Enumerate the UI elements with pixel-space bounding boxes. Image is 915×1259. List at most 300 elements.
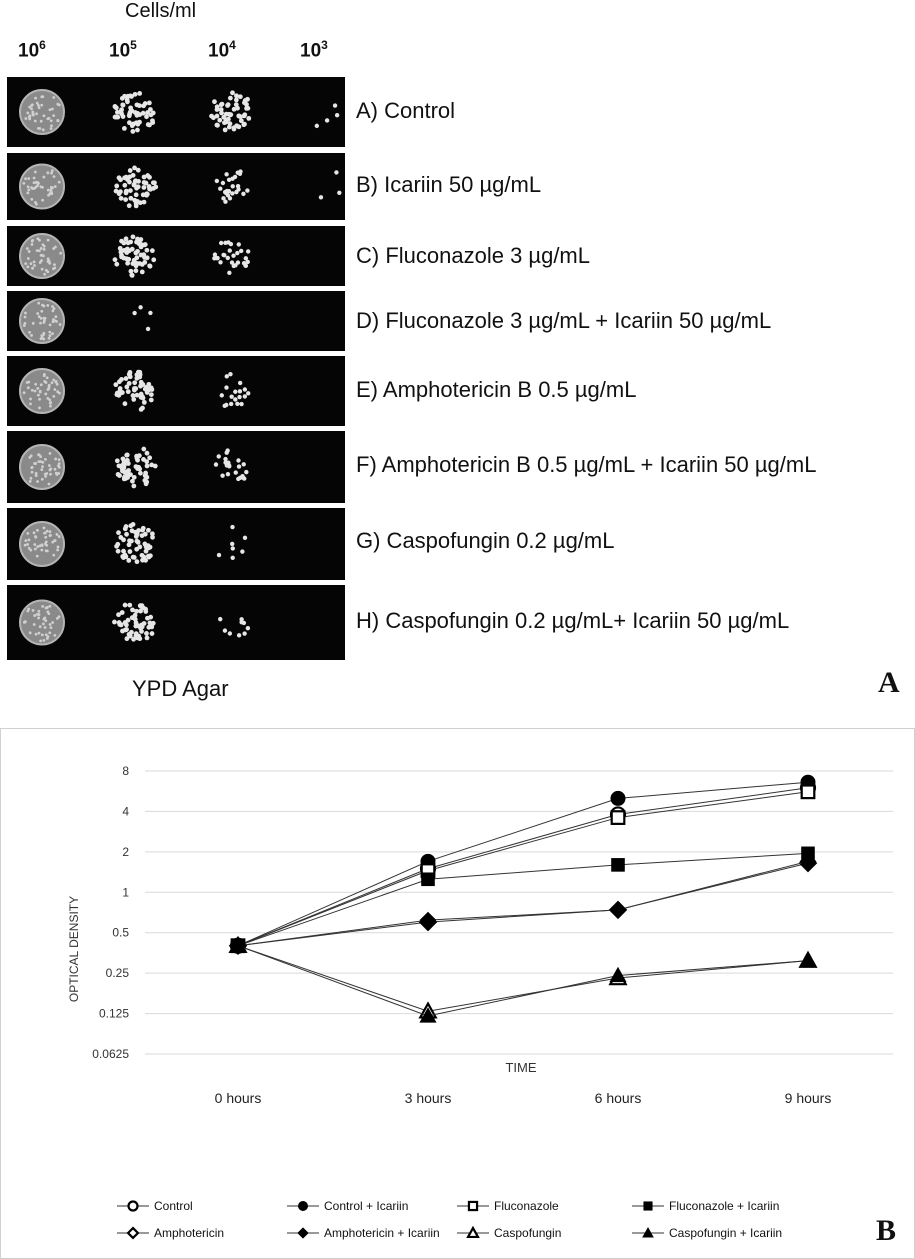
colony — [223, 120, 228, 125]
plate-row-c-image — [7, 226, 345, 286]
colony — [30, 466, 33, 469]
colony — [144, 181, 149, 186]
data-point — [610, 902, 625, 917]
colony — [224, 172, 228, 176]
colony — [23, 391, 26, 394]
colony — [42, 128, 45, 131]
colony — [220, 473, 224, 477]
colony — [125, 475, 130, 480]
colony — [230, 556, 234, 560]
colony — [42, 176, 45, 179]
colony — [24, 316, 27, 319]
colony — [140, 533, 145, 538]
colony — [246, 249, 250, 253]
colony — [230, 90, 235, 95]
colony — [144, 480, 149, 485]
colony — [57, 546, 60, 549]
colony — [47, 239, 50, 242]
legend-marker — [631, 1198, 665, 1214]
colony — [34, 548, 37, 551]
colony — [222, 253, 226, 257]
colony — [125, 636, 130, 641]
panel-letter-a: A — [878, 666, 900, 699]
colony — [44, 473, 47, 476]
colony — [117, 175, 122, 180]
colony — [144, 248, 149, 253]
colony — [30, 107, 33, 110]
colony — [36, 613, 39, 616]
colony — [31, 471, 34, 474]
colony — [152, 180, 157, 185]
colony — [234, 470, 238, 474]
colony — [325, 118, 329, 122]
colony — [240, 549, 244, 553]
data-point — [468, 1228, 478, 1237]
colony — [135, 636, 140, 641]
data-point — [469, 1202, 477, 1210]
colony — [112, 620, 117, 625]
colony — [119, 250, 124, 255]
colony — [41, 461, 44, 464]
colony — [245, 188, 249, 192]
colony — [38, 127, 41, 130]
colony — [237, 242, 241, 246]
colony — [153, 185, 158, 190]
colony — [224, 385, 228, 389]
colony — [47, 388, 50, 391]
colony — [221, 181, 225, 185]
x-tick-label: 0 hours — [214, 1090, 262, 1106]
colony — [231, 253, 235, 257]
colony — [39, 322, 42, 325]
colony — [52, 96, 55, 99]
legend-label: Control — [154, 1199, 193, 1213]
colony — [136, 179, 141, 184]
colony — [246, 391, 250, 395]
colony — [135, 393, 140, 398]
colony — [134, 263, 139, 268]
colony — [40, 310, 43, 313]
colony — [42, 623, 45, 626]
colony — [43, 618, 46, 621]
colony — [47, 612, 50, 615]
colony — [58, 462, 61, 465]
colony — [237, 395, 241, 399]
colony — [150, 248, 155, 253]
colony — [33, 614, 36, 617]
colony — [144, 475, 149, 480]
colony — [44, 626, 47, 629]
colony — [27, 381, 30, 384]
colony — [115, 458, 120, 463]
colony — [40, 120, 43, 123]
y-axis-label: OPTICAL DENSITY — [67, 895, 81, 1003]
colony — [34, 97, 37, 100]
colony — [49, 402, 52, 405]
y-tick-label: 0.5 — [112, 925, 129, 940]
colony — [49, 334, 52, 337]
colony — [131, 234, 136, 239]
series-6 — [230, 938, 815, 1017]
colony — [43, 114, 46, 117]
colony — [47, 189, 50, 192]
colony — [33, 623, 36, 626]
colony — [217, 454, 221, 458]
colony — [38, 249, 41, 252]
colony — [42, 321, 45, 324]
colony — [43, 248, 46, 251]
colony — [134, 532, 139, 537]
colony — [53, 388, 56, 391]
colony — [38, 239, 41, 242]
colony — [130, 129, 135, 134]
colony — [41, 304, 44, 307]
colony — [127, 248, 132, 253]
row-label-c: C) Fluconazole 3 µg/mL — [356, 243, 590, 268]
colony — [128, 523, 133, 528]
colony — [26, 192, 29, 195]
colony — [151, 257, 156, 262]
y-tick-label: 8 — [122, 764, 129, 778]
colony — [218, 260, 222, 264]
colony — [48, 631, 51, 634]
colony — [43, 527, 46, 530]
colony — [149, 387, 154, 392]
colony — [50, 172, 53, 175]
colony — [120, 102, 125, 107]
colony — [132, 386, 137, 391]
colony — [36, 387, 39, 390]
colony — [335, 113, 339, 117]
colony — [34, 120, 37, 123]
colony — [48, 483, 51, 486]
colony — [150, 631, 155, 636]
colony — [45, 540, 48, 543]
colony — [128, 188, 133, 193]
colony — [226, 460, 230, 464]
colony — [126, 240, 131, 245]
colony — [228, 372, 232, 376]
series-line — [238, 782, 808, 946]
colony — [114, 184, 119, 189]
colony — [35, 633, 38, 636]
colony — [51, 169, 54, 172]
colony — [145, 173, 150, 178]
colony — [237, 464, 241, 468]
plate-row-b-image — [7, 153, 345, 220]
colony — [142, 260, 147, 265]
colony — [225, 448, 229, 452]
colony — [144, 114, 149, 119]
colony — [36, 480, 39, 483]
colony — [52, 267, 55, 270]
colony — [228, 248, 232, 252]
legend-label: Amphotericin + Icariin — [324, 1226, 440, 1240]
colony — [134, 620, 139, 625]
colony — [41, 633, 44, 636]
colony — [59, 323, 62, 326]
colony — [238, 381, 242, 385]
colony — [119, 377, 124, 382]
colony — [37, 302, 40, 305]
colony — [138, 604, 143, 609]
colony — [32, 112, 35, 115]
colony — [54, 246, 57, 249]
colony — [122, 183, 127, 188]
colony — [52, 114, 55, 117]
colony — [43, 380, 46, 383]
colony — [141, 457, 146, 462]
colony — [147, 100, 152, 105]
colony — [133, 110, 138, 115]
colony — [37, 610, 40, 613]
colony — [142, 200, 147, 205]
colony — [149, 112, 154, 117]
colony — [39, 639, 42, 642]
colony — [43, 317, 46, 320]
colony — [51, 332, 54, 335]
colony — [125, 261, 130, 266]
media-label: YPD Agar — [132, 676, 229, 701]
colony — [215, 107, 220, 112]
colony — [215, 123, 220, 128]
colony — [23, 621, 26, 624]
colony — [34, 171, 37, 174]
colony — [142, 255, 147, 260]
colony — [129, 630, 134, 635]
colony — [141, 447, 146, 452]
colony — [27, 188, 30, 191]
colony — [49, 405, 52, 408]
colony — [141, 396, 146, 401]
colony — [122, 126, 127, 131]
plate-row-e-image — [7, 356, 345, 426]
colony — [117, 473, 122, 478]
colony — [231, 184, 235, 188]
colony — [58, 181, 61, 184]
colony — [230, 260, 234, 264]
panel-letter-b: B — [876, 1214, 897, 1247]
colony — [227, 178, 231, 182]
colony — [219, 241, 223, 245]
colony — [220, 393, 224, 397]
colony — [238, 172, 242, 176]
data-point — [612, 811, 625, 824]
row-label-a: A) Control — [356, 98, 456, 123]
x-tick-labels — [215, 1090, 832, 1106]
colony — [131, 484, 136, 489]
colony — [334, 170, 338, 174]
colony — [22, 182, 25, 185]
series-line — [238, 946, 808, 1012]
colony — [226, 472, 230, 476]
series-3 — [232, 847, 815, 952]
colony — [50, 119, 53, 122]
colony — [137, 467, 142, 472]
colony — [46, 304, 49, 307]
colony — [26, 247, 29, 250]
colony — [135, 559, 140, 564]
colony — [222, 404, 226, 408]
colony — [218, 186, 222, 190]
colony — [126, 389, 131, 394]
colony — [230, 525, 234, 529]
y-tick-label: 4 — [122, 804, 129, 819]
colony — [128, 549, 133, 554]
colony — [235, 402, 239, 406]
colony — [140, 553, 145, 558]
colony — [133, 92, 138, 97]
colony — [233, 397, 237, 401]
colony — [31, 243, 34, 246]
y-tick-label: 0.125 — [98, 1006, 129, 1021]
colony — [24, 312, 27, 315]
colony — [48, 384, 51, 387]
colony — [56, 549, 59, 552]
colony — [315, 124, 319, 128]
data-point — [129, 1202, 138, 1211]
colony — [228, 96, 233, 101]
legend-label: Caspofungin — [494, 1226, 562, 1240]
colony — [232, 107, 237, 112]
colony — [128, 168, 133, 173]
colony — [128, 105, 133, 110]
colony — [121, 241, 126, 246]
colony — [28, 331, 31, 334]
colony — [121, 549, 126, 554]
colony — [35, 112, 38, 115]
colony — [150, 535, 155, 540]
colony — [119, 623, 124, 628]
colony — [243, 387, 247, 391]
colony — [234, 97, 239, 102]
colony — [230, 542, 234, 546]
colony — [124, 627, 129, 632]
colony — [48, 464, 51, 467]
colony — [214, 462, 218, 466]
colony — [134, 454, 139, 459]
colony — [52, 379, 55, 382]
colony — [30, 477, 33, 480]
colony — [48, 331, 51, 334]
plate-row-g-image — [7, 508, 345, 580]
colony — [236, 124, 241, 129]
colony — [123, 620, 128, 625]
colony — [127, 603, 132, 608]
colony — [212, 99, 217, 104]
colony — [49, 473, 52, 476]
colony — [227, 125, 232, 130]
colony — [138, 626, 143, 631]
colony — [38, 398, 41, 401]
colony — [54, 468, 57, 471]
legend-label: Caspofungin + Icariin — [669, 1226, 783, 1240]
colony — [244, 256, 248, 260]
colony — [139, 242, 144, 247]
colony — [32, 322, 35, 325]
data-point — [298, 1228, 308, 1238]
colony — [50, 124, 53, 127]
legend-label: Control + Icariin — [324, 1199, 409, 1213]
colony — [145, 464, 150, 469]
colony — [29, 480, 32, 483]
colony — [138, 305, 142, 309]
colony — [35, 181, 38, 184]
colony — [40, 95, 43, 98]
data-point — [802, 786, 815, 799]
colony — [32, 609, 35, 612]
colony — [244, 264, 248, 268]
colony — [45, 549, 48, 552]
colony — [49, 323, 52, 326]
legend-marker — [116, 1225, 150, 1241]
colony — [30, 454, 33, 457]
colony — [143, 558, 148, 563]
colony — [242, 112, 247, 117]
colony — [40, 468, 43, 471]
colony — [43, 373, 46, 376]
colony — [127, 538, 132, 543]
row-label-e: E) Amphotericin B 0.5 µg/mL — [356, 377, 637, 402]
colony — [211, 115, 216, 120]
colony — [34, 383, 37, 386]
colony — [246, 626, 250, 630]
colony — [228, 631, 232, 635]
dilution-label-3: $10^4$ — [208, 38, 236, 62]
colony — [238, 389, 242, 393]
colony — [51, 108, 54, 111]
plate-row-h-image — [7, 585, 345, 660]
colony — [132, 198, 137, 203]
colony — [36, 529, 39, 532]
colony — [132, 166, 137, 171]
colony — [40, 247, 43, 250]
colony — [226, 256, 230, 260]
colony — [215, 256, 219, 260]
colony — [31, 267, 34, 270]
colony — [26, 111, 29, 114]
colony — [53, 634, 56, 637]
x-tick-label: 3 hours — [404, 1090, 452, 1106]
colony — [129, 269, 134, 274]
colony — [50, 186, 53, 189]
row-label-h: H) Caspofungin 0.2 µg/mL+ Icariin 50 µg/mL — [356, 608, 790, 633]
colony — [43, 639, 46, 642]
colony — [124, 376, 129, 381]
colony — [58, 466, 61, 469]
colony — [244, 470, 248, 474]
colony — [24, 177, 27, 180]
colony — [148, 553, 153, 558]
colony — [145, 451, 150, 456]
colony — [38, 406, 41, 409]
colony — [148, 311, 152, 315]
colony — [52, 554, 55, 557]
colony — [144, 631, 149, 636]
colony — [113, 257, 118, 262]
colony — [120, 629, 125, 634]
colony — [132, 182, 137, 187]
series-2 — [232, 786, 815, 953]
colony — [56, 103, 59, 106]
colony — [31, 103, 34, 106]
colony — [54, 315, 57, 318]
colony — [246, 106, 251, 111]
colony — [135, 128, 140, 133]
colony — [44, 458, 47, 461]
colony — [33, 177, 36, 180]
colony — [127, 174, 132, 179]
